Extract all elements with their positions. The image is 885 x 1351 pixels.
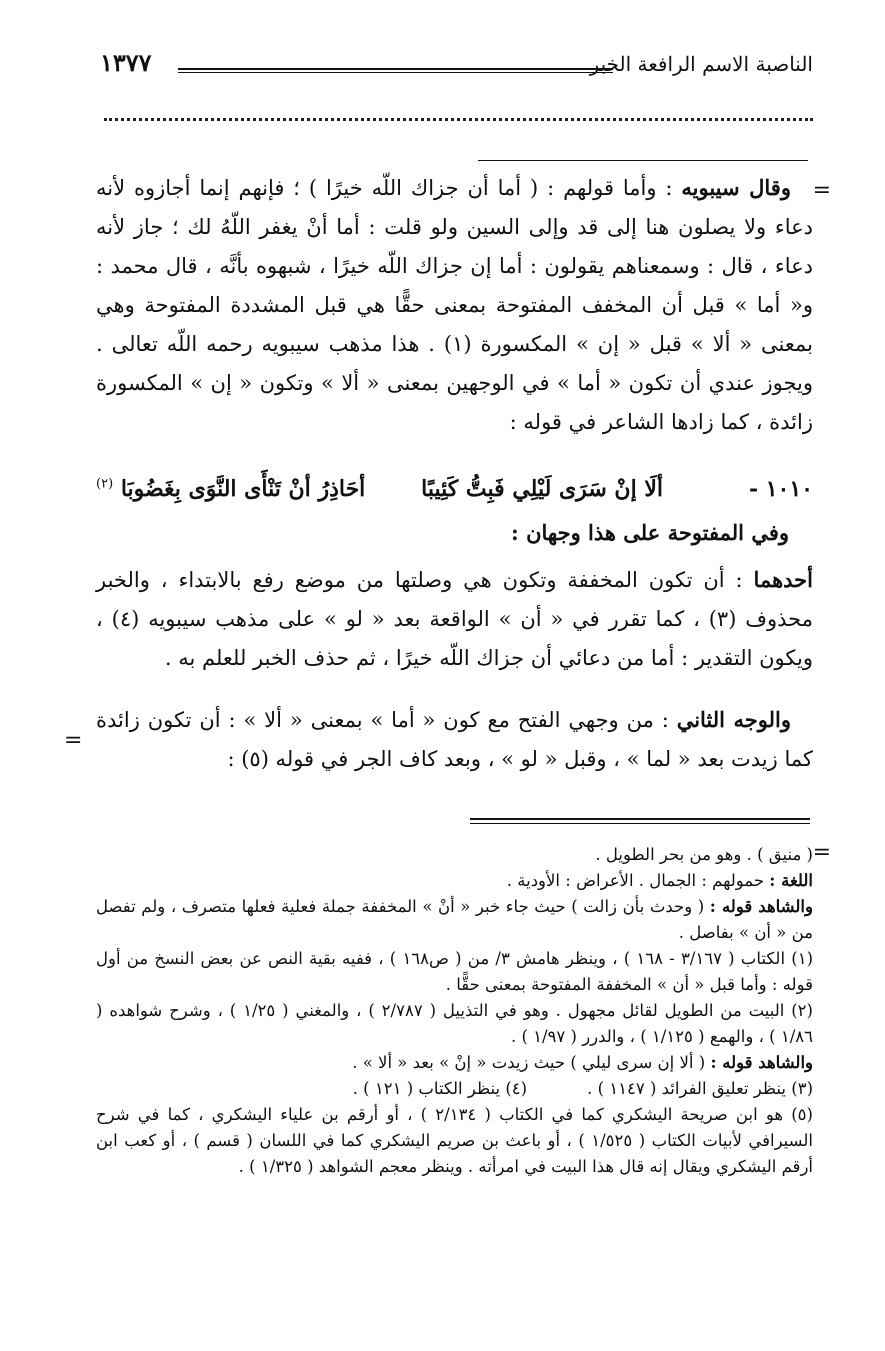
continuation-mark: =	[64, 728, 83, 753]
para2-text: : أن تكون المخففة وتكون هي وصلتها من موضع رفع بالابتداء ، والخبر محذوف (٣) ، كما تقرر في « أن » الواقعة بعد « لو » على مذهب سيبويه (٤) ، ويكون التقدير : أما من دعائي أن جزاك اللّه خيرًا ، ثم حذف الخبر للعلم به .	[96, 568, 813, 670]
footnote-line	[96, 868, 813, 894]
footnote-rule	[470, 818, 810, 824]
shahid-lead: والشاهد قوله :	[710, 1053, 813, 1072]
lugha-text: حمولهم : الجمال . الأعراض : الأودية .	[506, 871, 765, 890]
short-rule	[478, 160, 808, 161]
shahid-lead: والشاهد قوله :	[709, 897, 813, 916]
para3-lead: والوجه الثاني	[676, 707, 791, 732]
verse-hemistich-2-text: أحَاذِرُ أنْ تَنْأَى النَّوَى بِغَضُوبَا	[120, 476, 366, 502]
section-subheading: وفي المفتوحة على هذا وجهان :	[511, 520, 789, 545]
verse-hemistich-1: ألَا إنْ سَرَى لَيْلِي فَبِتُّ كَئِيبًا	[421, 476, 663, 502]
poetry-verse	[96, 476, 813, 516]
footnotes	[96, 842, 813, 1180]
footnote-1: (١) الكتاب ( ٣/١٦٧ - ١٦٨ ) ، وينظر هامش ٣/ من ( ص١٦٨ ) ، ففيه بقية النص عن بعض النسخ من أول قوله : وأما قبل « أن » المخففة المفتوحة بمعنى حقًّا .	[96, 949, 813, 994]
footnote-3-4	[96, 1076, 813, 1102]
continuation-mark: =	[812, 840, 831, 865]
footnote-line	[96, 1050, 813, 1076]
footnote-4: (٤) ينظر الكتاب ( ١٢١ ) .	[352, 1079, 528, 1098]
verse-footnote-ref: (٢)	[96, 476, 114, 492]
footnote-3: (٣) ينظر تعليق الفرائد ( ١١٤٧ ) .	[587, 1079, 813, 1098]
footnote-line: ( منيق ) . وهو من بحر الطويل .	[595, 845, 813, 864]
header-rule	[178, 68, 613, 73]
header-title: الناصبة الاسم الرافعة الخبر	[589, 52, 813, 76]
running-header	[100, 48, 813, 88]
para1-text: : وأما قولهم : ( أما أن جزاك اللّه خيرًا ) ؛ فإنهم إنما أجازوه لأنه دعاء ولا يصلون هنا إلى قد وإلى السين ولو قلت : أما أنْ يغفر اللّهُ لك ؛ جاز لأنه دعاء ، قال : وسمعناهم يقولون : أما إن جزاك اللّه خيرًا ، شبهوه بأنَّه ، قال محمد : و« أما » قبل أن المخفف المفتوحة بمعنى حقًّا هي قبل المشددة المفتوحة وهي بمعنى « ألا » قبل « إن » المكسورة (١) . هذا مذهب سيبويه رحمه اللّه تعالى . ويجوز عندي أن تكون « أما » في الوجهين بمعنى « ألا » وتكون « إن » المكسورة زائدة ، كما زادها الشاعر في قوله :	[96, 176, 813, 434]
para2-lead: أحدهما	[753, 567, 813, 592]
dotted-separator	[104, 118, 813, 125]
paragraph-second-aspect	[96, 700, 813, 779]
paragraph-sibawayh	[96, 168, 813, 442]
verse-hemistich-2	[96, 476, 365, 502]
para3-text: : من وجهي الفتح مع كون « أما » بمعنى « ألا » : أن تكون زائدة كما زيدت بعد « لما » ، وقبل « لو » ، وبعد كاف الجر في قوله (٥) :	[96, 708, 813, 771]
footnote-5: (٥) هو ابن صريحة اليشكري كما في الكتاب ( ٢/١٣٤ ) ، أو أرقم بن علياء اليشكري ، كما في شرح السيرافي لأبيات الكتاب ( ١/٥٢٥ ) ، أو باعث بن صريم اليشكري كما في اللسان ( قسم ) ، أو كعب ابن أرقم اليشكري ويقال إنه قال هذا البيت في امرأته . وينظر معجم الشواهد ( ١/٣٢٥ ) .	[96, 1105, 813, 1176]
page-number: ١٣٧٧	[100, 48, 152, 77]
paragraph-first-aspect	[96, 560, 813, 678]
footnote-line	[96, 894, 813, 946]
continuation-mark: =	[812, 178, 831, 203]
shahid-text: ( وحدث بأن زالت ) حيث جاء خبر « أنْ » المخففة جملة فعلية فعلها متصرف ، ولم تفصل من « أن » بفاصل .	[96, 897, 813, 942]
shahid-text: ( ألا إن سرى ليلي ) حيث زيدت « إنْ » بعد « ألا » .	[352, 1053, 706, 1072]
para1-lead: وقال سيبويه	[681, 175, 791, 200]
lugha-lead: اللغة :	[769, 871, 813, 890]
footnote-2: (٢) البيت من الطويل لقائل مجهول . وهو في التذييل ( ٢/٧٨٧ ) ، والمغني ( ١/٢٥ ) ، وشرح شواهده ( ١/٨٦ ) ، والهمع ( ١/١٢٥ ) ، والدرر ( ١/٩٧ ) .	[96, 1001, 813, 1046]
verse-number: ١٠١٠ -	[748, 476, 813, 502]
